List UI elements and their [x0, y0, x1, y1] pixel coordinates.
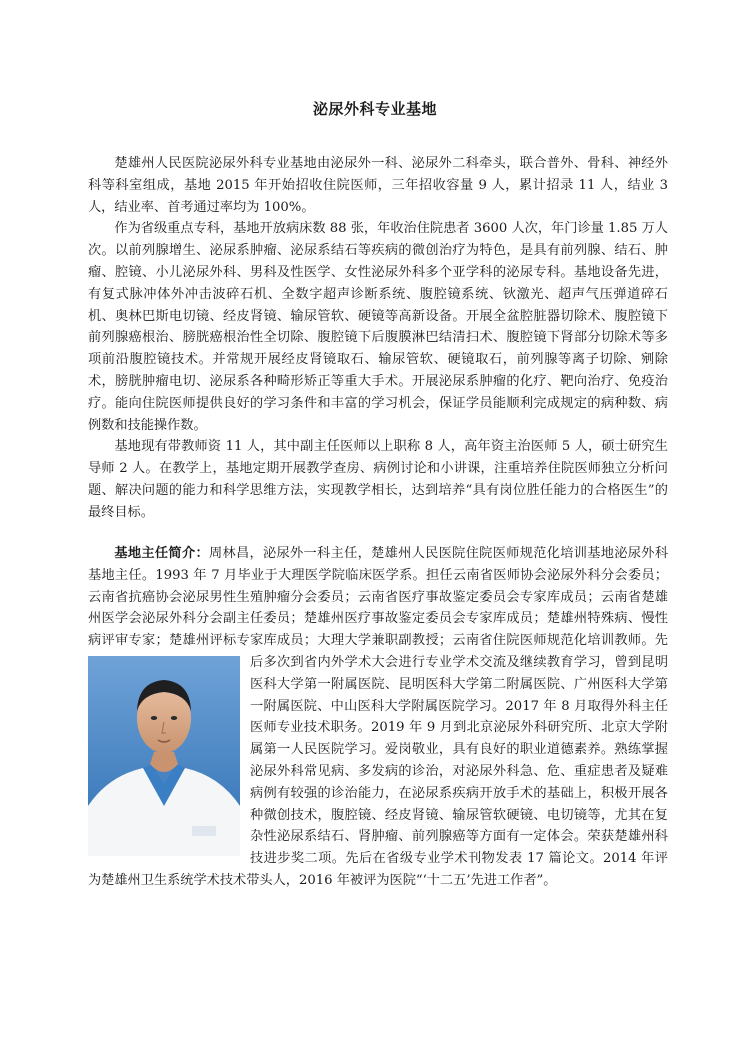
- intro-paragraph-3: 基地现有带教师资 11 人，其中副主任医师以上职称 8 人，高年资主治医师 5 人，硕士研究生导师 2 人。在教学上，基地定期开展教学查房、病例讨论和小讲课，注重培养住院医师独立分析问题、解决问题的能力和科学思维方法，实现教学相长，达到培养“具有岗位胜任能力的合格医生”的最终目标。: [88, 439, 668, 520]
- document-title: 泌尿外科专业基地: [312, 100, 437, 118]
- director-bio-label: 基地主任简介：: [114, 546, 209, 561]
- director-portrait-photo: [88, 656, 240, 856]
- intro-paragraph-1: 楚雄州人民医院泌尿外科专业基地由泌尿外一科、泌尿外二科牵头，联合普外、骨科、神经外科等科室组成，基地 2015 年开始招收住院医师，三年招收容量 9 人，累计招录 11 人，结业 3 人，结业率、首考通过率均为 100%。: [88, 156, 668, 215]
- director-bio-text: 周林昌，泌尿外一科主任，楚雄州人民医院住院医师规范化培训基地泌尿外科基地主任。1993 年 7 月毕业于大理医学院临床医学系。担任云南省医师协会泌尿外科分会委员；云南省抗癌协会泌尿男性生殖肿瘤分会委员；云南省医疗事故鉴定委员会专家库成员；云南省楚雄州医学会泌尿外科分会副主任委员；楚雄州医疗事故鉴定委员会专家库成员；楚雄州特殊病、慢性病评审专家；楚雄州评标专家库成员；大理大学兼职副教授；云南省住院医师规范化培训教师。先后多次到省内外学术大会进行专业学术交流 及继续教育学习，曾到昆明医科大学第一附属医院、昆明医科大学第二附属医院、广州医科大学第一附属医院、中山医科大学附属医院学习。2017 年 8 月取得外科主任医师专业技术职务。2019 年 9 月到北京泌尿外科研究所、北京大学附属第一人民医院学习。爱岗敬业，具有良好的职业道德素养。熟练掌握泌尿外科常见病、多发病的诊治，对泌尿外科急、危、重症患者及疑难病例有较强的诊治能力，在泌尿系疾病开放手术的基础上，积极开展各种微创技术，腹腔镜、经皮肾镜、输尿管软硬镜、电切镜等，尤其在复杂性泌尿系结石、肾肿瘤、前列腺癌等方面有一定体会。荣获楚雄州科技进步奖二项。先后在省级专业学术刊物发表 17 篇论文。2014 年评为楚雄州卫生系统学术技术带头人，2016 年被评为医院“‘十二五’先进工作者”。: [88, 546, 669, 888]
- intro-section: [88, 153, 668, 524]
- director-bio-paragraph: [88, 543, 668, 892]
- intro-paragraph-2: 作为省级重点专科，基地开放病床数 88 张，年收治住院患者 3600 人次，年门诊量 1.85 万人次。以前列腺增生、泌尿系肿瘤、泌尿系结石等疾病的微创治疗为特色，是具有前列腺、结石、肿瘤、腔镜、小儿泌尿外科、男科及性医学、女性泌尿外科多个亚学科的泌尿专科。基地设备先进，有复式脉冲体外冲击波碎石机、全数字超声诊断系统、腹腔镜系统、钬激光、超声气压弹道碎石机、奥林巴斯电切镜、经皮肾镜、输尿管软、硬镜等高新设备。开展全盆腔脏器切除术、腹腔镜下前列腺癌根治、膀胱癌根治性全切除、腹腔镜下后腹膜淋巴结清扫术、腹腔镜下肾部分切除术等多项前沿腹腔镜技术。并常规开展经皮肾镜取石、输尿管软、硬镜取石，前列腺等离子切除、剜除术，膀胱肿瘤电切、泌尿系各种畸形矫正等重大手术。开展泌尿系肿瘤的化疗、靶向治疗、免疫治疗。能向住院医师提供良好的学习条件和丰富的学习机会，保证学员能顺利完成规定的病种数、病例数和技能操作数。: [88, 221, 668, 433]
- director-bio-section: [88, 543, 668, 892]
